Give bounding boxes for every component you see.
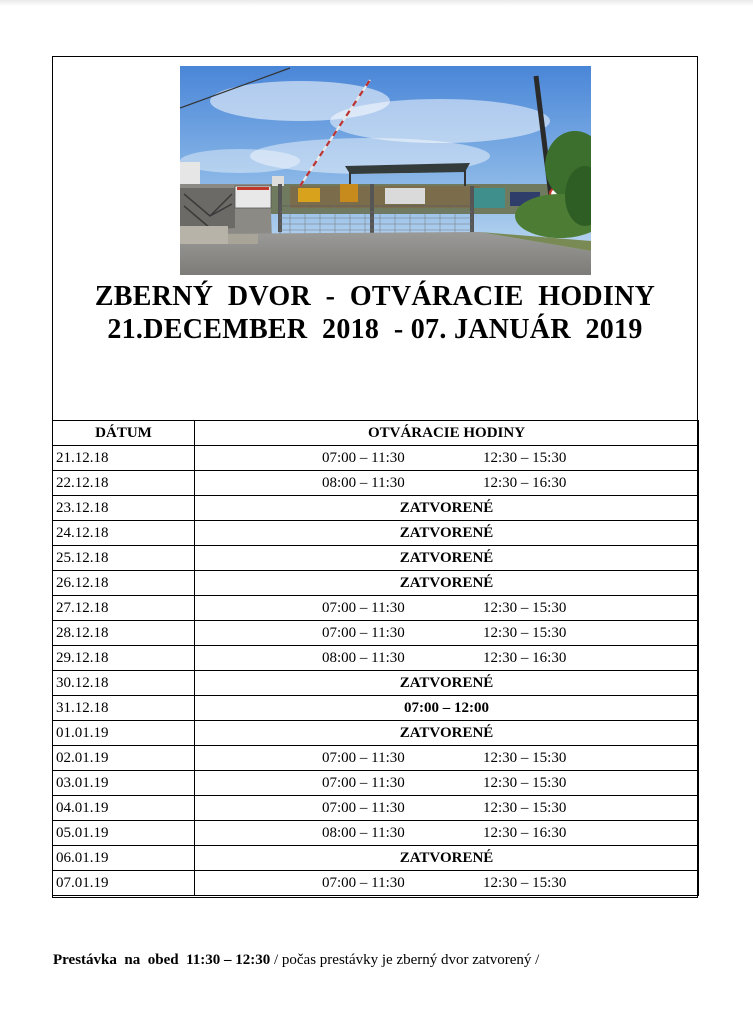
row-date: 02.01.19	[53, 746, 195, 771]
table-row	[53, 846, 699, 871]
closed-status: ZATVORENÉ	[195, 521, 699, 546]
afternoon-hours: 12:30 – 16:30	[483, 475, 567, 491]
row-date: 01.01.19	[53, 721, 195, 746]
table-row	[53, 771, 699, 796]
opening-hours	[195, 771, 699, 796]
table-row	[53, 796, 699, 821]
morning-hours: 07:00 – 11:30	[322, 450, 405, 466]
row-date: 26.12.18	[53, 571, 195, 596]
opening-hours	[195, 746, 699, 771]
table-row	[53, 646, 699, 671]
table-row	[53, 496, 699, 521]
table-row	[53, 546, 699, 571]
afternoon-hours: 12:30 – 15:30	[483, 750, 567, 766]
morning-hours: 07:00 – 11:30	[322, 750, 405, 766]
afternoon-hours: 12:30 – 15:30	[483, 775, 567, 791]
top-shadow	[0, 0, 753, 6]
row-date: 04.01.19	[53, 796, 195, 821]
table-row	[53, 721, 699, 746]
row-date: 25.12.18	[53, 546, 195, 571]
opening-hours	[195, 796, 699, 821]
lunch-break-note	[53, 952, 539, 969]
schedule-frame	[52, 56, 698, 898]
table-row	[53, 471, 699, 496]
closed-status: ZATVORENÉ	[195, 571, 699, 596]
opening-hours	[195, 446, 699, 471]
afternoon-hours: 12:30 – 16:30	[483, 650, 567, 666]
table-row	[53, 571, 699, 596]
closed-status: ZATVORENÉ	[195, 546, 699, 571]
afternoon-hours: 12:30 – 15:30	[483, 625, 567, 641]
afternoon-hours: 12:30 – 15:30	[483, 800, 567, 816]
row-date: 24.12.18	[53, 521, 195, 546]
row-date: 03.01.19	[53, 771, 195, 796]
closed-status: ZATVORENÉ	[195, 496, 699, 521]
table-header-row	[53, 421, 699, 446]
row-date: 23.12.18	[53, 496, 195, 521]
table-row	[53, 696, 699, 721]
lunch-break-remark: / počas prestávky je zberný dvor zatvorený /	[270, 952, 540, 968]
morning-hours: 08:00 – 11:30	[322, 475, 405, 491]
closed-status: ZATVORENÉ	[195, 846, 699, 871]
row-date: 07.01.19	[53, 871, 195, 896]
opening-hours	[195, 471, 699, 496]
morning-hours: 08:00 – 11:30	[322, 825, 405, 841]
opening-hours	[195, 821, 699, 846]
afternoon-hours: 12:30 – 16:30	[483, 825, 567, 841]
lunch-break-time: Prestávka na obed 11:30 – 12:30	[53, 952, 271, 968]
afternoon-hours: 12:30 – 15:30	[483, 450, 567, 466]
table-row	[53, 621, 699, 646]
table-row	[53, 746, 699, 771]
opening-hours	[195, 621, 699, 646]
date-column-header: DÁTUM	[53, 421, 195, 446]
collection-yard-photo	[180, 66, 591, 275]
row-date: 05.01.19	[53, 821, 195, 846]
date-range-title: 21.DECEMBER 2018 - 07. JANUÁR 2019	[107, 314, 643, 345]
page-title: ZBERNÝ DVOR - OTVÁRACIE HODINY	[94, 281, 656, 312]
table-row	[53, 596, 699, 621]
morning-hours: 08:00 – 11:30	[322, 650, 405, 666]
morning-hours: 07:00 – 11:30	[322, 600, 405, 616]
row-date: 28.12.18	[53, 621, 195, 646]
morning-hours: 07:00 – 11:30	[322, 775, 405, 791]
closed-status: ZATVORENÉ	[195, 721, 699, 746]
row-date: 30.12.18	[53, 671, 195, 696]
row-date: 29.12.18	[53, 646, 195, 671]
row-date: 27.12.18	[53, 596, 195, 621]
row-date: 21.12.18	[53, 446, 195, 471]
row-date: 06.01.19	[53, 846, 195, 871]
table-row	[53, 821, 699, 846]
table-row	[53, 871, 699, 896]
opening-hours	[195, 646, 699, 671]
morning-hours: 07:00 – 11:30	[322, 875, 405, 891]
opening-hours	[195, 871, 699, 896]
row-date: 31.12.18	[53, 696, 195, 721]
afternoon-hours: 12:30 – 15:30	[483, 600, 567, 616]
morning-hours: 07:00 – 11:30	[322, 800, 405, 816]
closed-status: ZATVORENÉ	[195, 671, 699, 696]
opening-hours	[195, 596, 699, 621]
morning-hours: 07:00 – 11:30	[322, 625, 405, 641]
opening-hours-table	[52, 420, 699, 896]
single-opening-hours: 07:00 – 12:00	[195, 696, 699, 721]
table-row	[53, 521, 699, 546]
hours-column-header: OTVÁRACIE HODINY	[195, 421, 699, 446]
table-row	[53, 671, 699, 696]
row-date: 22.12.18	[53, 471, 195, 496]
afternoon-hours: 12:30 – 15:30	[483, 875, 567, 891]
table-row	[53, 446, 699, 471]
